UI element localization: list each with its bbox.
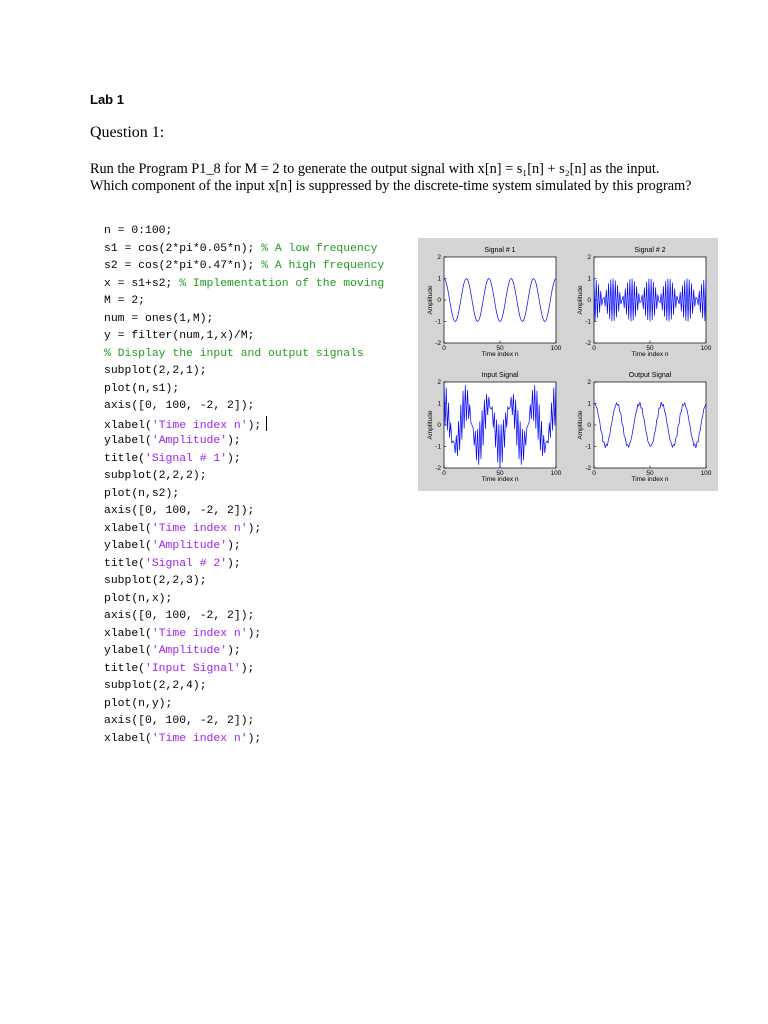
y-tick-label: 1 xyxy=(587,275,591,283)
code-line xyxy=(104,293,416,311)
y-tick-label: 2 xyxy=(437,379,441,387)
code-line xyxy=(104,486,416,504)
code-text: ); xyxy=(227,645,241,657)
y-tick-label: -1 xyxy=(435,443,441,451)
matlab-figure xyxy=(418,238,718,491)
code-text: subplot(2,2,3); xyxy=(104,575,207,587)
code-line xyxy=(104,328,416,346)
code-string: 'Time index n' xyxy=(151,732,248,745)
code-line xyxy=(104,591,416,609)
code-text: plot(n,y); xyxy=(104,697,173,710)
x-tick-label: 100 xyxy=(550,470,562,477)
y-tick-label: 1 xyxy=(437,275,441,283)
code-text: ); xyxy=(227,435,241,447)
code-text: s2 = cos(2*pi*0.47*n); xyxy=(104,260,262,272)
chart-title: Signal # 1 xyxy=(484,247,516,254)
code-text: axis([0, 100, -2, 2]); xyxy=(104,400,255,412)
x-tick-label: 100 xyxy=(700,345,712,352)
y-tick-label: 2 xyxy=(587,254,591,262)
code-text: subplot(2,2,2); xyxy=(104,470,207,482)
y-tick-label: -1 xyxy=(585,318,591,326)
code-line xyxy=(104,713,416,731)
y-tick-label: 1 xyxy=(437,400,441,408)
plot-area xyxy=(594,257,706,343)
code-comment: % Display the input and output signals xyxy=(104,347,364,360)
text-cursor xyxy=(266,416,267,431)
code-text: title( xyxy=(104,662,146,675)
code-line xyxy=(104,626,416,644)
x-tick-label: 100 xyxy=(550,345,562,352)
chart-title: Signal # 2 xyxy=(634,247,666,254)
y-axis-label: Amplitude xyxy=(427,285,434,315)
code-line xyxy=(104,696,416,714)
code-line xyxy=(104,451,416,469)
x-axis-label: Time index n xyxy=(631,476,669,483)
code-text: xlabel( xyxy=(104,627,152,640)
chart-title: Input Signal xyxy=(481,372,519,379)
y-tick-label: -2 xyxy=(435,340,441,348)
code-text: axis([0, 100, -2, 2]); xyxy=(104,610,255,622)
code-line xyxy=(104,223,416,241)
code-text: plot(n,s1); xyxy=(104,382,180,395)
code-text: subplot(2,2,4); xyxy=(104,680,207,692)
code-text: ylabel( xyxy=(104,435,152,447)
code-string: 'Amplitude' xyxy=(151,540,228,552)
code-comment: % A low frequency xyxy=(261,242,378,255)
code-text: plot(n,x); xyxy=(104,592,173,605)
code-text: ); xyxy=(247,732,262,745)
y-tick-label: 0 xyxy=(437,297,441,305)
code-text: xlabel( xyxy=(104,732,152,745)
code-text: ylabel( xyxy=(104,540,152,552)
x-tick-label: 0 xyxy=(592,470,596,477)
code-string: 'Signal # 2' xyxy=(145,557,228,570)
code-text: ); xyxy=(227,452,241,465)
x-axis-label: Time index n xyxy=(481,476,519,483)
code-text: subplot(2,2,1); xyxy=(104,365,207,377)
code-listing xyxy=(104,223,416,748)
code-line xyxy=(104,433,416,451)
code-text: axis([0, 100, -2, 2]); xyxy=(104,505,255,517)
code-line xyxy=(104,608,416,626)
code-line xyxy=(104,398,416,416)
code-string: 'Time index n' xyxy=(151,419,248,432)
code-line xyxy=(104,503,416,521)
y-axis-label: Amplitude xyxy=(577,410,584,440)
x-axis-label: Time index n xyxy=(631,351,669,358)
code-text: xlabel( xyxy=(104,419,152,432)
code-text: s1 = cos(2*pi*0.05*n); xyxy=(104,242,262,255)
code-line xyxy=(104,538,416,556)
code-string: 'Signal # 1' xyxy=(145,452,228,465)
x-tick-label: 50 xyxy=(646,470,654,477)
y-tick-label: 1 xyxy=(587,400,591,408)
code-line xyxy=(104,468,416,486)
y-tick-label: -1 xyxy=(435,318,441,326)
code-line xyxy=(104,678,416,696)
y-axis-label: Amplitude xyxy=(427,410,434,440)
y-tick-label: 0 xyxy=(437,422,441,430)
code-text: n = 0:100; xyxy=(104,225,173,237)
code-text: M = 2; xyxy=(104,295,146,307)
x-tick-label: 50 xyxy=(496,470,504,477)
x-tick-label: 0 xyxy=(442,470,446,477)
plot-area xyxy=(594,382,706,468)
code-string: 'Amplitude' xyxy=(151,645,228,657)
question-prompt xyxy=(90,161,750,195)
code-comment: % A high frequency xyxy=(261,260,385,272)
figure-canvas xyxy=(418,238,718,491)
code-string: 'Time index n' xyxy=(151,522,248,535)
y-axis-label: Amplitude xyxy=(577,285,584,315)
document-heading: Lab 1 xyxy=(90,92,124,107)
code-text: ); xyxy=(227,557,241,570)
code-text: ); xyxy=(247,419,262,432)
code-text: ); xyxy=(247,522,262,535)
code-line xyxy=(104,276,416,294)
code-string: 'Input Signal' xyxy=(145,662,241,675)
code-text: title( xyxy=(104,452,146,465)
code-text: axis([0, 100, -2, 2]); xyxy=(104,715,255,727)
y-tick-label: -2 xyxy=(585,465,591,473)
x-tick-label: 50 xyxy=(646,345,654,352)
code-line xyxy=(104,556,416,574)
chart-title: Output Signal xyxy=(628,372,672,379)
x-tick-label: 50 xyxy=(496,345,504,352)
code-text: x = s1+s2; xyxy=(104,277,180,290)
code-line xyxy=(104,241,416,259)
code-line xyxy=(104,346,416,364)
code-text: plot(n,s2); xyxy=(104,487,180,500)
code-line xyxy=(104,573,416,591)
code-text: ylabel( xyxy=(104,645,152,657)
code-text: ); xyxy=(240,662,255,675)
code-comment: % Implementation of the moving xyxy=(179,277,385,290)
prompt-line-1: Run the Program P1_8 for M = 2 to generate the output signal with x[n] = s₁[n] + s₂[n] as the input. xyxy=(90,161,660,177)
code-line xyxy=(104,363,416,381)
code-string: 'Amplitude' xyxy=(151,435,228,447)
y-tick-label: -2 xyxy=(435,465,441,473)
y-tick-label: -2 xyxy=(585,340,591,348)
code-line xyxy=(104,416,416,434)
code-line xyxy=(104,731,416,749)
prompt-line-2: Which component of the input x[n] is suppressed by the discrete-time system simulated by this program? xyxy=(90,178,692,194)
code-line xyxy=(104,258,416,276)
y-tick-label: 2 xyxy=(587,379,591,387)
question-title: Question 1: xyxy=(90,124,165,141)
y-tick-label: 0 xyxy=(587,422,591,430)
y-tick-label: 0 xyxy=(587,297,591,305)
code-text: ); xyxy=(227,540,241,552)
code-text: xlabel( xyxy=(104,522,152,535)
code-text: y = filter(num,1,x)/M; xyxy=(104,330,255,342)
y-tick-label: -1 xyxy=(585,443,591,451)
x-tick-label: 0 xyxy=(442,345,446,352)
x-tick-label: 0 xyxy=(592,345,596,352)
x-tick-label: 100 xyxy=(700,470,712,477)
code-text: num = ones(1,M); xyxy=(104,312,214,325)
x-axis-label: Time index n xyxy=(481,351,519,358)
code-line xyxy=(104,643,416,661)
code-line xyxy=(104,311,416,329)
y-tick-label: 2 xyxy=(437,254,441,262)
code-text: ); xyxy=(247,627,262,640)
code-line xyxy=(104,521,416,539)
code-string: 'Time index n' xyxy=(151,627,248,640)
code-line xyxy=(104,661,416,679)
code-text: title( xyxy=(104,557,146,570)
code-line xyxy=(104,381,416,399)
